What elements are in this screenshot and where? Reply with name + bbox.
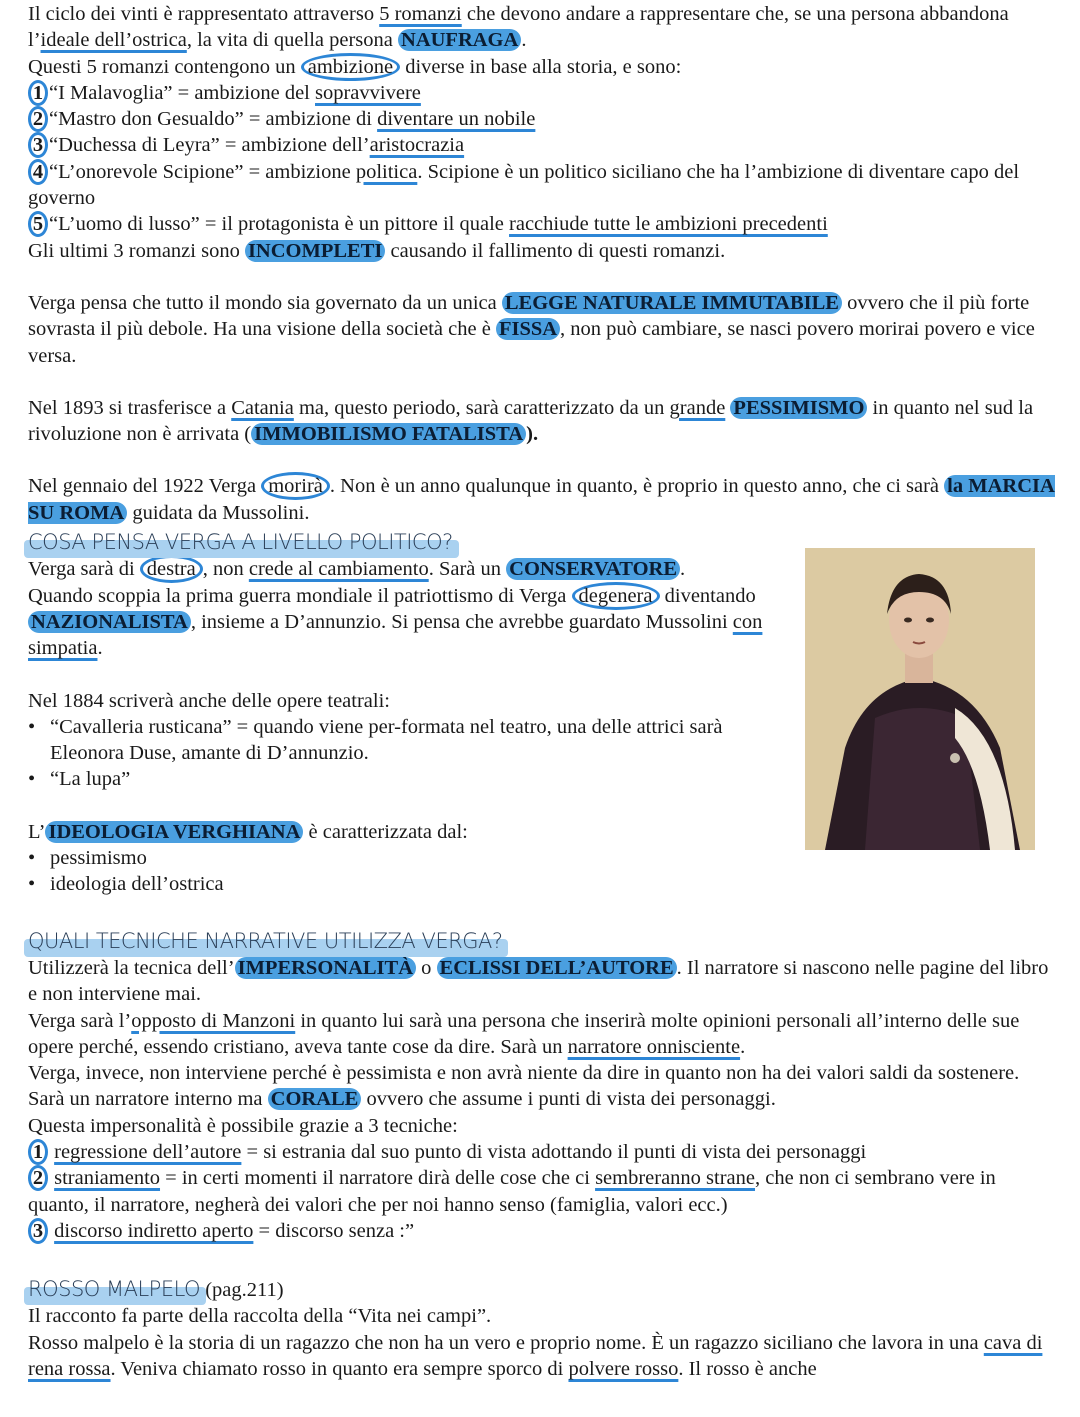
- paragraph-ideologia: L’ IDEOLOGIA VERGHIANA è caratterizzata dal:: [28, 820, 468, 843]
- underlined-text: polvere rosso: [568, 1358, 679, 1381]
- underlined-text: sopravvivere: [315, 81, 421, 104]
- list-item: • “La lupa”: [28, 766, 788, 792]
- underlined-text: con simpatia: [28, 610, 763, 660]
- highlight: la MARCIA SU ROMA: [28, 475, 1055, 524]
- highlight: ECLISSI DELL’AUTORE: [437, 957, 677, 979]
- section-heading: [28, 928, 1058, 955]
- circled-word: degenera: [572, 582, 660, 610]
- technique-item: 3 discorso indiretto aperto = discorso senza :”: [28, 1218, 1058, 1244]
- novel-item: 2 “Mastro don Gesualdo” = ambizione di diventare un nobile: [28, 106, 1058, 132]
- underlined-text: crede al cambiamento: [248, 558, 429, 581]
- heading-politico: COSA PENSA VERGA A LIVELLO POLITICO?: [28, 530, 453, 555]
- number-marker: 2: [28, 1165, 48, 1191]
- highlight: CORALE: [268, 1088, 362, 1110]
- underlined-text: ideale dell’ostrica: [40, 29, 187, 52]
- underlined-text: 5 romanzi: [379, 3, 462, 25]
- list-item: • “Cavalleria rusticana” = quando viene per-formata nel teatro, una delle attrici sarà Eleonora Duse, amante di D’annunzio.: [28, 714, 788, 767]
- politics-block: [28, 556, 788, 897]
- paragraph-impersonalita: Utilizzerà la tecnica dell’ IMPERSONALITÀ o ECLISSI DELL’AUTORE . Il narratore si nascono nelle pagine del libro e non interviene mai. Verga sarà l’opposto di Manzoni in quanto lui sarà una persona che inserirà molte opinioni personali all’interno delle sue opere perché, essendo cristiano, aveva tante cose da dire. Sarà un narratore onnisciente. Verga, invece, non interviene perché è pessimista e non avrà niente da dire in quanto non ha dei valori saldi da sostenere. Sarà un narratore interno ma CORALE ovvero che assume i punti di vista dei personaggi. Questa impersonalità è possibile grazie a 3 tecniche:: [28, 956, 1049, 1137]
- paragraph-catania: Nel 1893 si trasferisce a Catania ma, questo periodo, sarà caratterizzato da un grande PESSIMISMO in quanto nel sud la rivoluzione non è arrivata ( IMMOBILISMO FATALISTA ).: [28, 396, 1034, 446]
- section-heading: ROSSO MALPELO (pag.211): [28, 1277, 284, 1302]
- paragraph-incompleti: Gli ultimi 3 romanzi sono INCOMPLETI causando il fallimento di questi romanzi.: [28, 239, 726, 262]
- eleonora-duse-photo: [805, 548, 1035, 850]
- theatre-list: [28, 714, 788, 793]
- number-marker: 4: [28, 159, 48, 185]
- number-marker: 5: [28, 211, 48, 237]
- number-marker: 2: [28, 106, 48, 132]
- paragraph-ciclo-vinti: Il ciclo dei vinti è rappresentato attraverso 5 romanzi che devono andare a rappresentare che, se una persona abbandona l’ideale dell’ostrica, la vita di quella persona NAUFRAGA . Questi 5 romanzi contengono un ambizione diverse in base alla storia, e sono:: [28, 1, 1058, 80]
- circled-word: destra: [140, 555, 203, 583]
- highlight: INCOMPLETI: [245, 240, 385, 262]
- underlined-text: Catania: [231, 396, 294, 419]
- circled-word: morirà: [261, 472, 330, 500]
- circled-word: ambizione: [301, 53, 400, 81]
- novel-item: 3 “Duchessa di Leyra” = ambizione dell’aristocrazia: [28, 132, 1058, 158]
- paragraph-rosso-malpelo: Il racconto fa parte della raccolta della “Vita nei campi”. Rosso malpelo è la storia di un ragazzo che non ha un vero e proprio nome. È un ragazzo siciliano che lavora in una cava di rena rossa. Veniva chiamato rosso in quanto era sempre sporco di polvere rosso. Il rosso è anche: [28, 1305, 1043, 1381]
- number-marker: 1: [28, 1139, 48, 1165]
- underlined-text: narratore onnisciente: [567, 1035, 741, 1058]
- underlined-text: politica: [355, 160, 418, 183]
- highlight: CONSERVATORE: [506, 558, 680, 580]
- novel-item: 4 “L’onorevole Scipione” = ambizione politica. Scipione è un politico siciliano che ha l’ambizione di diventare capo del governo: [28, 160, 1020, 210]
- ideology-list: [28, 845, 788, 898]
- number-marker: 1: [28, 80, 48, 106]
- list-item: • pessimismo: [28, 845, 788, 871]
- underlined-text: opposto di Manzoni: [131, 1009, 296, 1032]
- heading-rosso-malpelo: ROSSO MALPELO: [28, 1277, 201, 1302]
- underlined-text: racchiude tutte le ambizioni precedenti: [509, 213, 828, 236]
- underlined-text: sembreranno strane: [595, 1167, 756, 1190]
- novel-item: 1 “I Malavoglia” = ambizione del sopravvivere: [28, 80, 1058, 106]
- novel-item: 5 “L’uomo di lusso” = il protagonista è un pittore il quale racchiude tutte le ambizioni precedenti: [28, 211, 1058, 237]
- underlined-text: cava di rena rossa: [28, 1331, 1043, 1381]
- heading-tecniche: QUALI TECNICHE NARRATIVE UTILIZZA VERGA?: [28, 928, 503, 953]
- highlight: LEGGE NATURALE IMMUTABILE: [502, 292, 842, 314]
- list-item: • ideologia dell’ostrica: [28, 871, 788, 897]
- technique-item: 1 regressione dell’autore = si estrania dal suo punto di vista adottando il punti di vista dei personaggi: [28, 1139, 1058, 1165]
- highlight: IMMOBILISMO FATALISTA: [251, 423, 526, 445]
- paragraph-teatro: Nel 1884 scriverà anche delle opere teatrali:: [28, 689, 390, 712]
- number-marker: 3: [28, 1218, 48, 1244]
- underlined-text: aristocrazia: [369, 134, 465, 157]
- highlight: PESSIMISMO: [730, 397, 867, 419]
- highlight: IDEOLOGIA VERGHIANA: [45, 821, 303, 843]
- paragraph-1922: Nel gennaio del 1922 Verga morirà . Non è un anno qualunque in quanto, è proprio in questo anno, che ci sarà la MARCIA SU ROMA guidata da Mussolini.: [28, 473, 1058, 526]
- highlight: NAUFRAGA: [398, 29, 521, 51]
- number-marker: 3: [28, 132, 48, 158]
- underlined-text: straniamento: [54, 1167, 161, 1190]
- highlight: IMPERSONALITÀ: [235, 957, 416, 979]
- highlight: FISSA: [496, 318, 560, 340]
- underlined-text: diventare un nobile: [377, 108, 536, 131]
- portrait-illustration: [805, 548, 1035, 850]
- paragraph-legge-naturale: Verga pensa che tutto il mondo sia governato da un unica LEGGE NATURALE IMMUTABILE ovvero che il più forte sovrasta il più debole. Ha una visione della società che è FISSA , non può cambiare, se nasci povero morirai povero e vice versa.: [28, 291, 1035, 367]
- underlined-text: regressione dell’autore: [54, 1140, 242, 1163]
- technique-item: 2 straniamento = in certi momenti il narratore dirà delle cose che ci sembreranno strane, che non ci sembrano vere in quanto, il narratore, negherà dei valori che per noi hanno senso (famiglia, valori ecc.): [28, 1167, 996, 1216]
- paragraph-politica: Verga sarà di destra , non crede al cambiamento. Sarà un CONSERVATORE . Quando scoppia la prima guerra mondiale il patriottismo di Verga degenera diventando NAZIONALISTA , insieme a D’annunzio. Si pensa che avrebbe guardato Mussolini con simpatia.: [28, 556, 788, 661]
- underlined-text: grande: [669, 396, 726, 419]
- underlined-text: discorso indiretto aperto: [54, 1219, 254, 1242]
- highlight: NAZIONALISTA: [28, 611, 191, 633]
